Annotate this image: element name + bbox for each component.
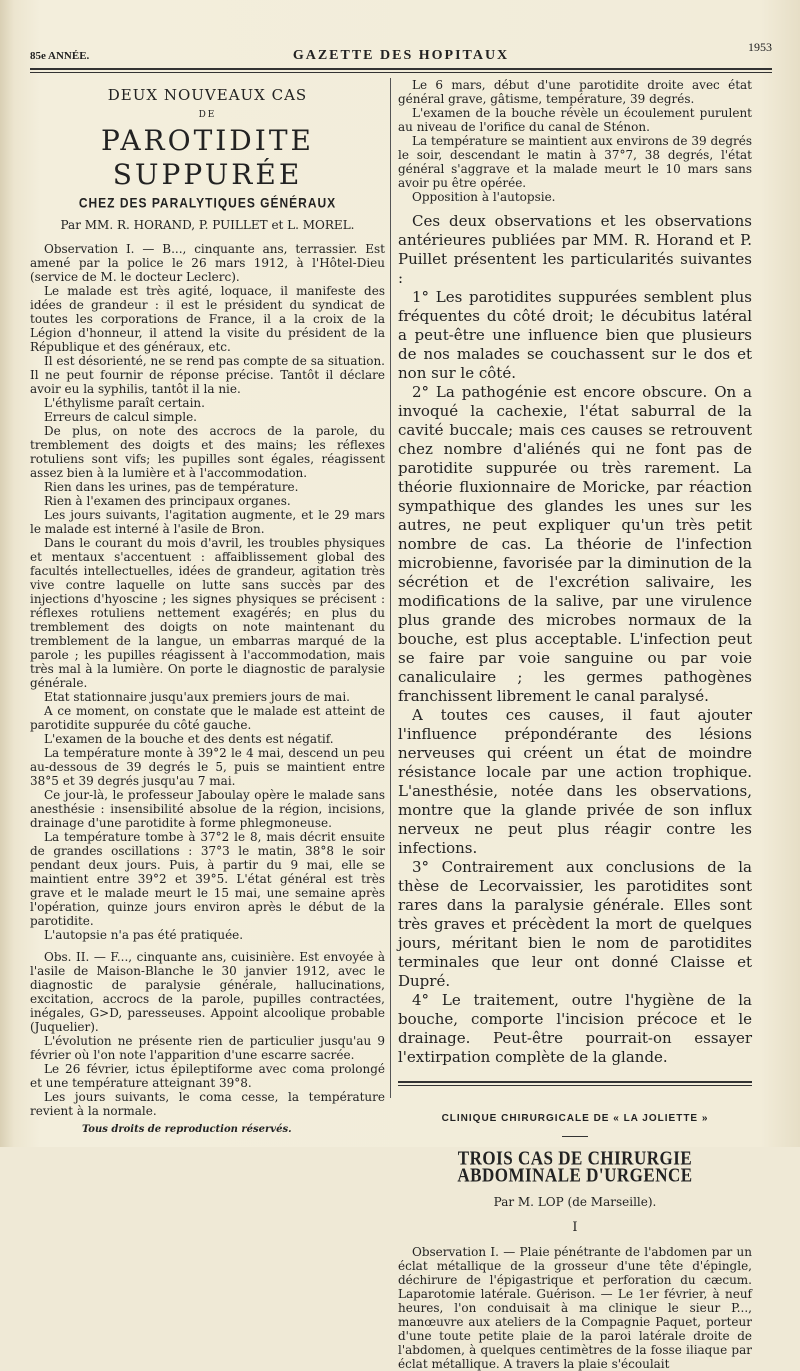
paragraph: L'éthylisme paraît certain. — [44, 396, 205, 410]
paragraph: A ce moment, on constate que le malade est atteint de parotidite suppurée du côté gauche. — [30, 704, 385, 732]
paragraph: Ce jour-là, le professeur Jaboulay opère le malade sans anesthésie : insensibilité absolue de la région, incisions, drainage d'une parotidite à forme phlegmoneuse. — [30, 788, 385, 830]
page-number: 1953 — [748, 40, 772, 54]
paragraph: Dans le courant du mois d'avril, les troubles physiques et mentaux s'accentuent : affaiblissement global des facultés intellectuelles, idées de grandeur, agitation très vive contre laquelle on lutte sans succès par des injections d'hyoscine ; les signes physiques se précisent : réflexes rotuliens nettement exagérés; en plus du tremblement des doigts on note maintenant du tremblement de la langue, un embarras marqué de la parole ; les pupilles réagissent à l'accommodation, mais très mal à la lumière. On porte le diagnostic de paralysie générale. — [30, 536, 385, 690]
section-rule — [398, 1081, 752, 1086]
paragraph: La température monte à 39°2 le 4 mai, descend un peu au-dessous de 39 degrés le 5, puis se maintient entre 38°5 et 39 degrés jusqu'au 7 mai. — [30, 746, 385, 788]
paragraph: Le 26 février, ictus épileptiforme avec coma prolongé et une température atteignant 39°8. — [30, 1062, 385, 1090]
year-label: 85e ANNÉE. — [30, 50, 90, 62]
paragraph: La température se maintient aux environs de 39 degrés le soir, descendant le matin à 37°7, 38 degrés, l'état général s'aggrave et la malade meurt le 10 mars sans avoir pu être opérée. — [398, 134, 752, 190]
article-kicker-de: DE — [198, 110, 217, 120]
article-author: Par M. LOP (de Marseille). — [493, 1195, 657, 1209]
paragraph: Les jours suivants, le coma cesse, la température revient à la normale. — [30, 1090, 385, 1118]
column-divider — [390, 78, 391, 1098]
page-header — [30, 40, 772, 66]
article-title: PAROTIDITE SUPPURÉE — [101, 124, 314, 191]
paragraph: L'examen de la bouche et des dents est négatif. — [44, 732, 334, 746]
article-kicker: DEUX NOUVEAUX CAS — [107, 86, 308, 104]
paragraph: Rien à l'examen des principaux organes. — [44, 494, 291, 508]
section-heading: CLINIQUE CHIRURGICALE DE « LA JOLIETTE » — [441, 1113, 709, 1124]
paragraph: Rien dans les urines, pas de température. — [44, 480, 299, 494]
paragraph: Erreurs de calcul simple. — [44, 410, 197, 424]
part-number: I — [572, 1220, 578, 1235]
paragraph: L'évolution ne présente rien de particulier jusqu'au 9 février où l'on note l'apparition d'une escarre sacrée. — [30, 1034, 385, 1062]
paragraph: Le 6 mars, début d'une parotidite droite avec état général grave, gâtisme, température, 39 degrés. — [398, 78, 752, 106]
article-authors: Par MM. R. HORAND, P. PUILLET et L. MOREL. — [60, 218, 355, 232]
right-column — [398, 78, 752, 1371]
paragraph: 1° Les parotidites suppurées semblent plus fréquentes du côté droit; le décubitus latéral a peut-être une influence bien que plusieurs de nos malades se couchassent sur le dos et non sur le côté. — [398, 288, 752, 382]
paragraph: Etat stationnaire jusqu'aux premiers jours de mai. — [44, 690, 350, 704]
paragraph: A toutes ces causes, il faut ajouter l'influence prépondérante des lésions nerveuses qui créent un état de moindre résistance locale par une action trophique. L'anesthésie, notée dans les observations, montre que la glande privée de son influx nerveux ne peut plus réagir contre les infections. — [398, 706, 752, 857]
paragraph: 3° Contrairement aux conclusions de la thèse de Lecorvaissier, les parotidites sont rares dans la paralysie générale. Elles sont très graves et précèdent la mort de quelques jours, méritant bien le nom de parotidites terminales que leur ont donné Claisse et Dupré. — [398, 858, 752, 990]
paragraph: L'autopsie n'a pas été pratiquée. — [44, 928, 244, 942]
paragraph: Opposition à l'autopsie. — [412, 190, 556, 204]
left-column — [30, 78, 385, 1118]
header-rule — [30, 68, 772, 73]
paragraph: Le malade est très agité, loquace, il manifeste des idées de grandeur : il est le président du syndicat de toutes les corporations de France, il a la croix de la Légion d'honneur, il attend la visite du président de la République et des généraux, etc. — [30, 284, 385, 354]
journal-title: GAZETTE DES HOPITAUX — [292, 48, 510, 63]
paragraph: Observation I. — B..., cinquante ans, terrassier. Est amené par la police le 26 mars 1912, à l'Hôtel-Dieu (service de M. le docteur Leclerc). — [30, 242, 385, 284]
article-title: TROIS CAS DE CHIRURGIE ABDOMINALE D'URGENCE — [457, 1146, 693, 1187]
paragraph: La température tombe à 37°2 le 8, mais décrit ensuite de grandes oscillations : 37°3 le matin, 38°8 le soir pendant deux jours. Puis, à partir du 9 mai, elle se maintient entre 39°2 et 39°5. L'état général est très grave et le malade meurt le 15 mai, une semaine après l'opération, quinze jours environ après le début de la parotidite. — [30, 830, 385, 928]
paragraph: Ces deux observations et les observations antérieures publiées par MM. R. Horand et P. Puillet présentent les particularités suivantes : — [398, 212, 752, 287]
paragraph: Les jours suivants, l'agitation augmente, et le 29 mars le malade est interné à l'asile de Bron. — [30, 508, 385, 536]
paragraph: Il est désorienté, ne se rend pas compte de sa situation. Il ne peut fournir de réponse précise. Tantôt il déclare avoir eu la syphilis, tantôt il la nie. — [30, 354, 385, 396]
paragraph: Observation I. — Plaie pénétrante de l'abdomen par un éclat métallique de la grosseur d'une tête d'épingle, déchirure de l'épigastrique et perforation du cæcum. Laparotomie latérale. Guérison. — Le 1er février, à neuf heures, l'on conduisait à ma clinique le sieur P..., manœuvre aux ateliers de la Compagnie Paquet, porteur d'une toute petite plaie de la paroi latérale droite de l'abdomen, à quelques centimètres de la fosse iliaque par éclat métallique. A travers la plaie s'écoulait — [398, 1245, 752, 1371]
section-dash — [562, 1136, 588, 1137]
paragraph: De plus, on note des accrocs de la parole, du tremblement des doigts et des mains; les réflexes rotuliens sont vifs; les pupilles sont égales, réagissent assez bien à la lumière et à l'accommodation. — [30, 424, 385, 480]
footer-note: Tous droits de reproduction réservés. — [82, 1124, 292, 1135]
paragraph: L'examen de la bouche révèle un écoulement purulent au niveau de l'orifice du canal de Sténon. — [398, 106, 752, 134]
paragraph: 2° La pathogénie est encore obscure. On a invoqué la cachexie, l'état saburral de la cavité buccale; mais ces causes se retrouvent chez nombre d'aliénés qui ne font pas de parotidite suppurée ou très rarement. La théorie fluxionnaire de Moricke, par réaction sympathique des glandes les unes sur les autres, ne peut expliquer qu'un très petit nombre de cas. La théorie de l'infection microbienne, favorisée par la diminution de la sécrétion et de l'excrétion salivaire, les modifications de la salive, par une virulence plus grande des microbes normaux de la bouche, est plus acceptable. L'infection peut se faire par voie sanguine ou par voie canaliculaire ; les germes pathogènes franchissent librement le canal paralysé. — [398, 383, 752, 705]
article-subtitle: CHEZ DES PARALYTIQUES GÉNÉRAUX — [78, 194, 337, 212]
paragraph: Obs. II. — F..., cinquante ans, cuisinière. Est envoyée à l'asile de Maison-Blanche le 30 janvier 1912, avec le diagnostic de paralysie générale, hallucinations, excitation, accrocs de la parole, pupilles contractées, inégales, G>D, paresseuses. Appoint alcoolique probable (Juquelier). — [30, 950, 385, 1034]
paragraph: 4° Le traitement, outre l'hygiène de la bouche, comporte l'incision précoce et le drainage. Peut-être pourrait-on essayer l'extirpation complète de la glande. — [398, 991, 752, 1066]
